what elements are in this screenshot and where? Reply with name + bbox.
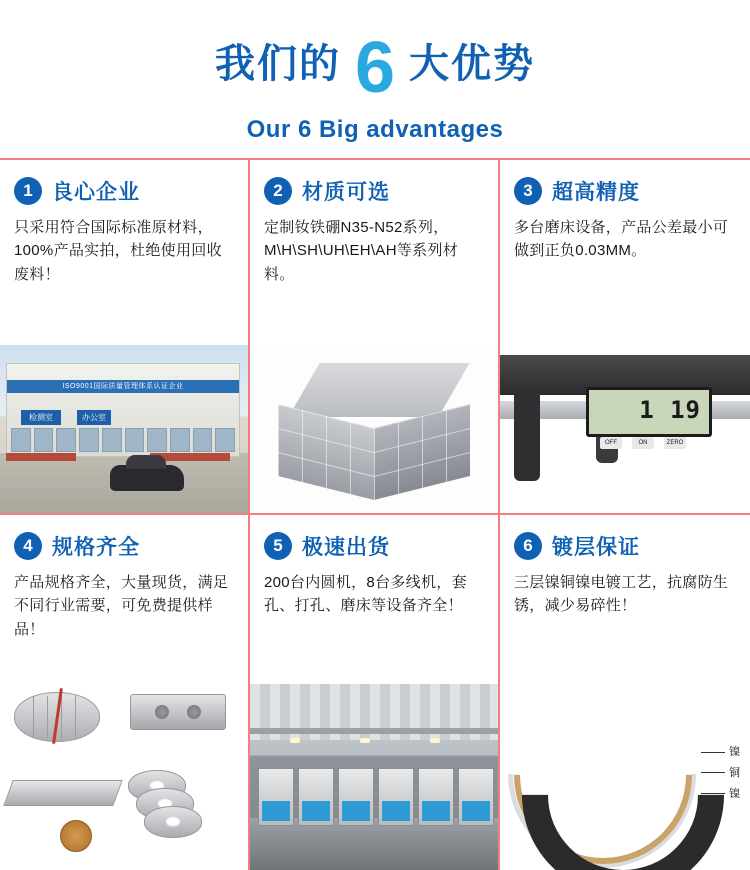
advantage-card-4 xyxy=(0,515,250,870)
cube-top-face xyxy=(288,363,469,417)
advantage-card-6 xyxy=(500,515,750,870)
advantages-grid xyxy=(0,158,750,870)
factory-building-photo xyxy=(0,345,248,513)
advantage-number-badge-4: 4 xyxy=(14,532,42,560)
advantage-title-1: 良心企业 xyxy=(52,181,140,204)
advantage-text-2: 定制钕铁硼N35-N52系列，M\H\SH\UH\EH\AH等系列材料。 xyxy=(264,219,459,283)
advantage-text-6: 三层镍铜镍电镀工艺，抗腐防生锈，减少易碎性！ xyxy=(514,574,729,615)
workshop-machine xyxy=(258,768,294,826)
factory-building xyxy=(6,363,240,457)
advantage-number-badge-6: 6 xyxy=(514,532,542,560)
advantage-card-2 xyxy=(250,160,500,515)
ring-magnet-3 xyxy=(144,806,202,838)
page-header xyxy=(0,0,750,158)
factory-banner-text: ISO9001国际质量管理体系认证企业 xyxy=(62,383,184,390)
coating-layers-diagram xyxy=(500,684,750,870)
advantage-image-2 xyxy=(250,345,498,513)
magnet-cube-photo xyxy=(250,345,498,513)
caliper-jaw-fixed xyxy=(514,389,540,481)
coating-label-1: 镍 xyxy=(701,742,740,763)
factory-banner xyxy=(7,380,239,393)
page-subtitle: Our 6 Big advantages xyxy=(246,116,504,143)
advantage-title-4: 规格齐全 xyxy=(52,536,140,559)
digital-caliper-photo xyxy=(500,345,750,513)
advantage-number-badge-3: 3 xyxy=(514,177,542,205)
title-right-text: 大优势 xyxy=(409,42,536,86)
advantage-text-1: 只采用符合国际标准原材料，100%产品实拍，杜绝使用回收废料！ xyxy=(14,219,222,283)
title-number: 6 xyxy=(354,28,396,108)
coin-scale-reference xyxy=(60,820,92,852)
advantage-number-badge-1: 1 xyxy=(14,177,42,205)
cube-body xyxy=(278,416,470,488)
coating-layer-labels xyxy=(701,742,740,805)
caliper-zero-button: ZERO xyxy=(664,437,686,449)
workshop-beam xyxy=(250,728,498,734)
workshop-machine xyxy=(378,768,414,826)
magnet-cube xyxy=(278,363,470,488)
advantage-card-1 xyxy=(0,160,250,515)
advantage-header-5 xyxy=(264,531,484,561)
caliper-display xyxy=(586,387,712,437)
cube-left-face xyxy=(278,404,374,500)
advantage-image-6 xyxy=(500,684,750,870)
workshop-machine xyxy=(338,768,374,826)
page-title xyxy=(0,0,750,108)
factory-sign-2: 办公室 xyxy=(77,410,111,425)
workshop-machine xyxy=(298,768,334,826)
advantage-header-6 xyxy=(514,531,736,561)
advantage-image-5 xyxy=(250,684,498,870)
block-magnet-with-holes xyxy=(130,694,226,730)
factory-windows xyxy=(11,428,235,452)
advantage-image-4 xyxy=(0,684,248,870)
advantage-title-2: 材质可选 xyxy=(302,181,390,204)
factory-red-band-left xyxy=(6,453,76,461)
advantage-text-5: 200台内圆机，8台多线机，套孔、打孔、磨床等设备齐全！ xyxy=(264,574,467,615)
bar-magnet xyxy=(3,780,122,806)
advantage-card-5 xyxy=(250,515,500,870)
advantage-header-2 xyxy=(264,176,484,206)
coating-label-2: 铜 xyxy=(701,763,740,784)
advantage-header-1 xyxy=(14,176,234,206)
factory-car xyxy=(110,465,184,491)
advantage-text-3: 多台磨床设备，产品公差最小可做到正负0.03MM。 xyxy=(514,219,729,260)
advantage-title-5: 极速出货 xyxy=(302,536,390,559)
workshop-machine xyxy=(418,768,454,826)
advantage-text-4: 产品规格齐全，大量现货，满足不同行业需要，可免费提供样品！ xyxy=(14,574,229,638)
caliper-on-button: ON xyxy=(632,437,654,449)
advantage-header-3 xyxy=(514,176,736,206)
advantage-image-1 xyxy=(0,345,248,513)
workshop-machines-photo xyxy=(250,684,498,870)
advantage-image-3 xyxy=(500,345,750,513)
advantage-number-badge-5: 5 xyxy=(264,532,292,560)
advantage-title-6: 镀层保证 xyxy=(552,536,640,559)
caliper-reading: 1 19 xyxy=(639,396,701,424)
advantage-card-3 xyxy=(500,160,750,515)
workshop-machine xyxy=(458,768,494,826)
title-left-text: 我们的 xyxy=(214,42,341,86)
coating-label-3: 镍 xyxy=(701,784,740,805)
factory-sign-1: 检测室 xyxy=(21,410,61,425)
advantage-header-4 xyxy=(14,531,234,561)
cube-right-face xyxy=(374,404,470,500)
advantage-number-badge-2: 2 xyxy=(264,177,292,205)
assorted-magnets-photo xyxy=(0,684,248,870)
advantage-title-3: 超高精度 xyxy=(552,181,640,204)
caliper-off-button: OFF xyxy=(600,437,622,449)
